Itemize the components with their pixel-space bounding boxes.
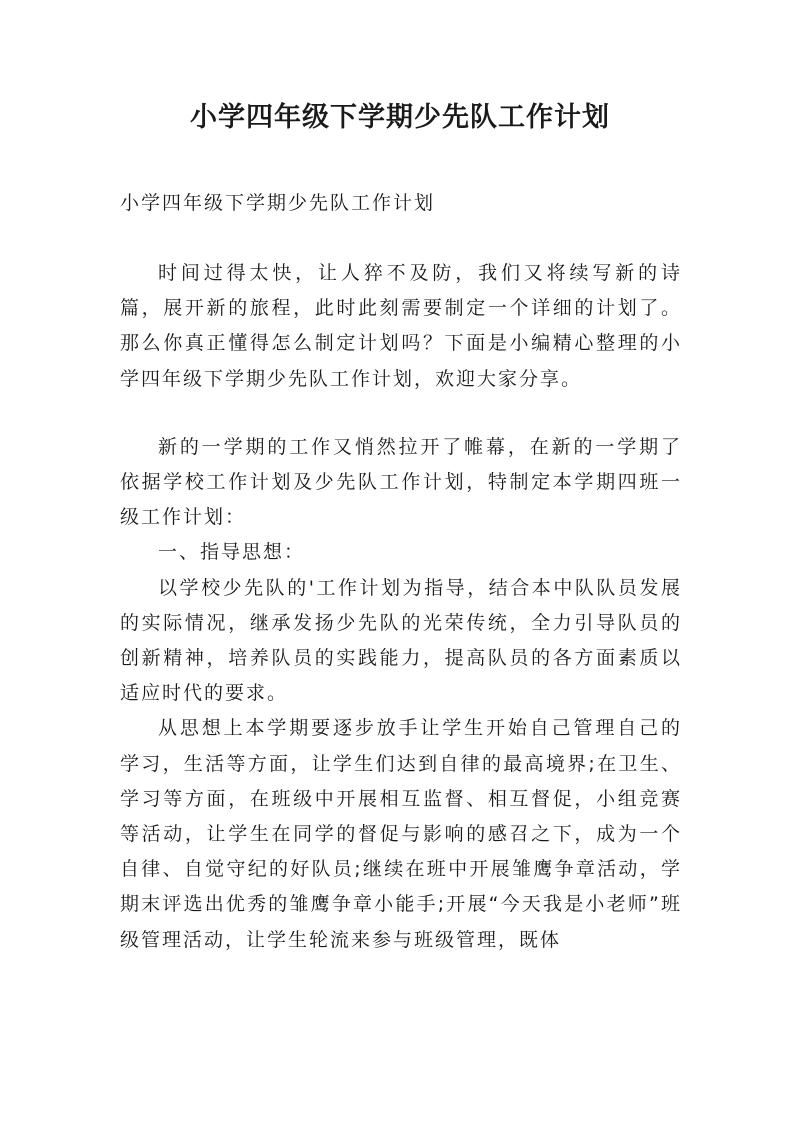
section-heading: 一、指导思想： xyxy=(158,541,306,564)
intro-paragraph: 时间过得太快，让人猝不及防，我们又将续写新的诗篇，展开新的旅程，此时此刻需要制定一个详细的计划了。那么你真正懂得怎么制定计划吗？下面是小编精心整理的小学四年级下学期少先队工作计划，欢迎大家分享。 xyxy=(120,262,682,390)
document-body xyxy=(120,256,682,958)
body-paragraph: 以学校少先队的'工作计划为指导，结合本中队队员发展的实际情况，继承发扬少先队的光荣传统，全力引导队员的创新精神，培养队员的实践能力，提高队员的各方面素质以适应时代的要求。 xyxy=(120,576,682,705)
body-paragraph: 新的一学期的工作又悄然拉开了帷幕，在新的一学期了依据学校工作计划及少先队工作计划，特制定本学期四班一级工作计划： xyxy=(120,435,682,529)
body-paragraph: 从思想上本学期要逐步放手让学生开始自己管理自己的学习，生活等方面，让学生们达到自律的最高境界;在卫生、学习等方面，在班级中开展相互监督、相互督促，小组竞赛等活动，让学生在同学的督促与影响的感召之下，成为一个自律、自觉守纪的好队员;继续在班中开展雏鹰争章活动，学期末评选出优秀的雏鹰争章小能手;开展“今天我是小老师”班级管理活动，让学生轮流来参与班级管理，既体 xyxy=(120,717,682,951)
document-title: 小学四年级下学期少先队工作计划 xyxy=(190,102,610,133)
document-subtitle: 小学四年级下学期少先队工作计划 xyxy=(120,192,436,214)
